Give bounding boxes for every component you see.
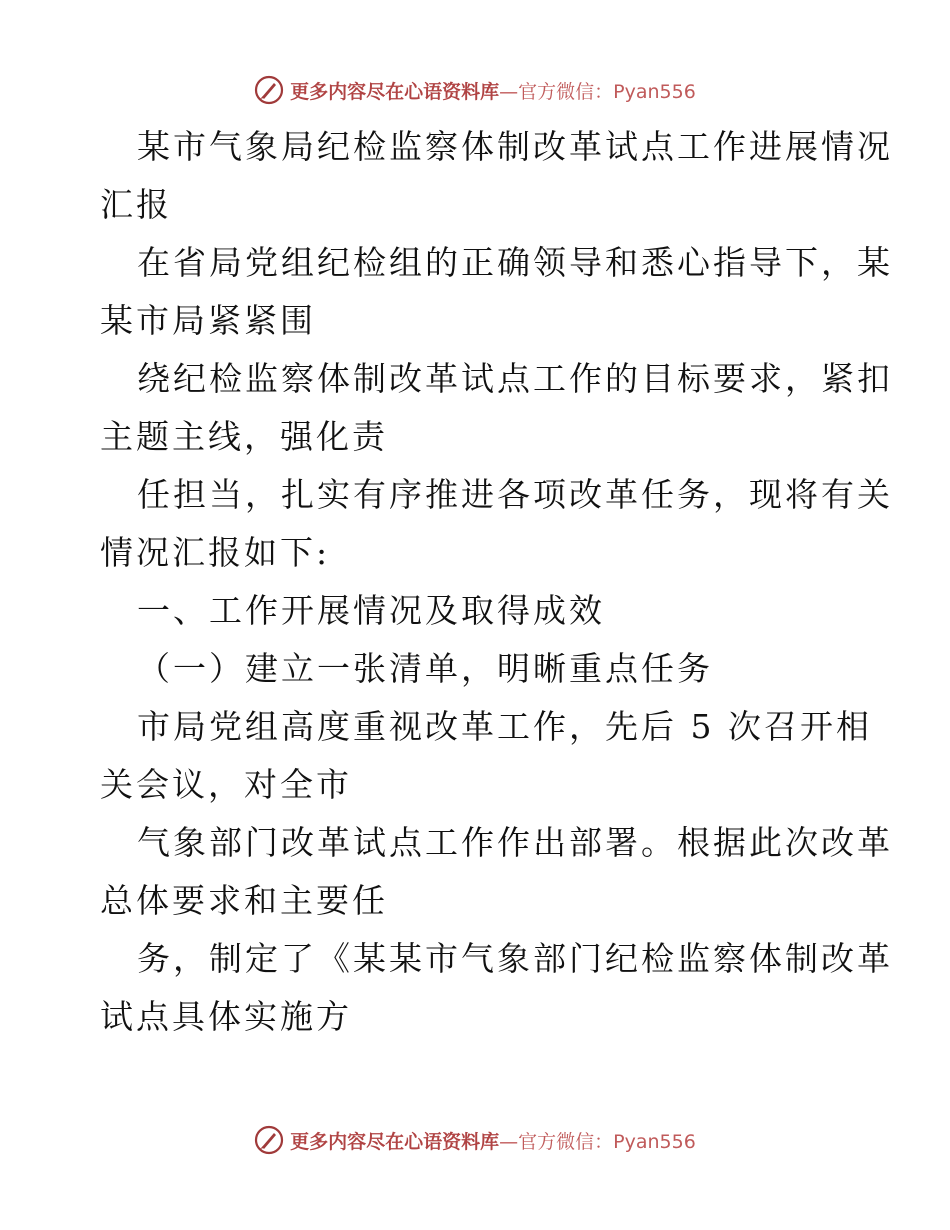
document-title-line-1: 某市气象局纪检监察体制改革试点工作进展情况 <box>137 127 893 166</box>
watermark-wechat: —官方微信：Pyan556 <box>499 1130 696 1153</box>
paragraph-line: 情况汇报如下: <box>100 533 331 572</box>
paragraph-line: 务，制定了《某某市气象部门纪检监察体制改革 <box>137 939 893 978</box>
watermark-site-name: 更多内容尽在心语资料库 <box>290 80 500 103</box>
paragraph-line: 关会议，对全市 <box>100 765 352 804</box>
paragraph-line: 气象部门改革试点工作作出部署。根据此次改革 <box>137 823 893 862</box>
watermark-text <box>290 77 696 104</box>
paragraph-line: 主题主线，强化责 <box>100 417 388 456</box>
watermark-site-name: 更多内容尽在心语资料库 <box>290 1130 500 1153</box>
section-heading: 一、工作开展情况及取得成效 <box>137 591 605 630</box>
watermark-wechat: —官方微信：Pyan556 <box>499 80 696 103</box>
quill-pen-logo-icon <box>254 75 284 105</box>
paragraph-line: 绕纪检监察体制改革试点工作的目标要求，紧扣 <box>137 359 893 398</box>
paragraph-line: 某市局紧紧围 <box>100 301 316 340</box>
paragraph-line: 在省局党组纪检组的正确领导和悉心指导下，某 <box>137 243 893 282</box>
watermark-text <box>290 1127 696 1154</box>
quill-pen-logo-icon <box>254 1125 284 1155</box>
paragraph-line: 试点具体实施方 <box>100 997 352 1036</box>
paragraph-line: 市局党组高度重视改革工作，先后 5 次召开相 <box>137 707 872 746</box>
header-watermark <box>0 70 950 110</box>
paragraph-line: 任担当，扎实有序推进各项改革任务，现将有关 <box>137 475 893 514</box>
subsection-heading: （一）建立一张清单，明晰重点任务 <box>137 649 713 688</box>
footer-watermark <box>0 1120 950 1160</box>
paragraph-line: 总体要求和主要任 <box>100 881 388 920</box>
document-title-line-2: 汇报 <box>100 185 172 224</box>
